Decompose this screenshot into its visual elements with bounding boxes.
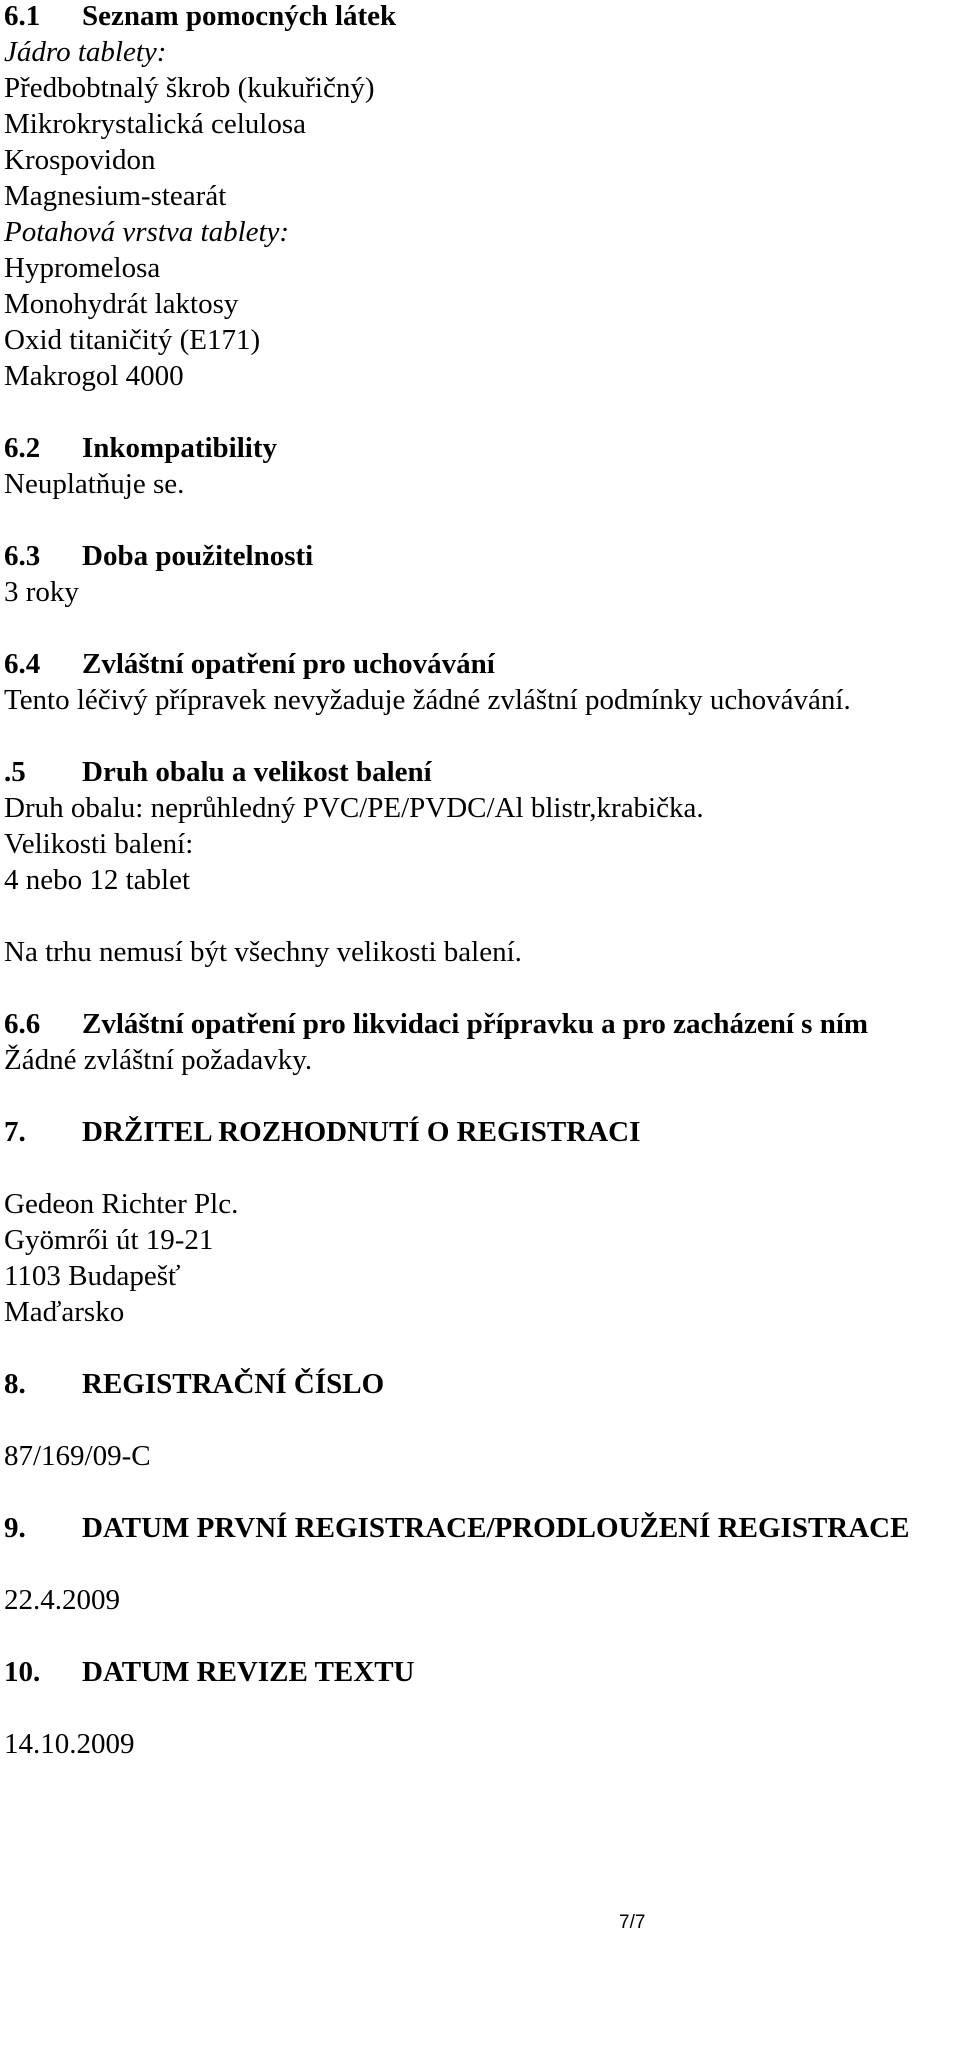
- section-6-6-heading: 6.6 Zvláštní opatření pro likvidaci přípravku a pro zacházení s ním: [4, 1008, 869, 1040]
- section-6-2-text: Neuplatňuje se.: [4, 468, 185, 500]
- section-6-2-heading: 6.2 Inkompatibility: [4, 432, 277, 464]
- holder-line: Gedeon Richter Plc.: [4, 1188, 239, 1220]
- section-6-3-heading: 6.3 Doba použitelnosti: [4, 540, 314, 572]
- section-6-5-line: 4 nebo 12 tablet: [4, 864, 191, 896]
- holder-line: Maďarsko: [4, 1296, 125, 1328]
- holder-line: Gyömrői út 19-21: [4, 1224, 214, 1256]
- section-6-4-heading: 6.4 Zvláštní opatření pro uchovávání: [4, 648, 495, 680]
- first-registration-date: 22.4.2009: [4, 1584, 120, 1616]
- section-9-heading: 9. DATUM PRVNÍ REGISTRACE/PRODLOUŽENÍ REGISTRACE: [4, 1512, 910, 1544]
- coating-label: Potahová vrstva tablety:: [4, 216, 290, 248]
- holder-line: 1103 Budapešť: [4, 1260, 181, 1292]
- core-label: Jádro tablety:: [4, 36, 167, 68]
- section-6-5-line: Velikosti balení:: [4, 828, 194, 860]
- coating-item: Monohydrát laktosy: [4, 288, 239, 320]
- revision-date: 14.10.2009: [4, 1728, 135, 1760]
- page-number: 7/7: [619, 1912, 646, 1933]
- section-6-4-text: Tento léčivý přípravek nevyžaduje žádné zvláštní podmínky uchovávání.: [4, 684, 851, 716]
- section-6-5-note: Na trhu nemusí být všechny velikosti balení.: [4, 936, 522, 968]
- coating-item: Makrogol 4000: [4, 360, 184, 392]
- section-6-6-text: Žádné zvláštní požadavky.: [4, 1044, 313, 1076]
- section-6-5-heading: .5 Druh obalu a velikost balení: [4, 756, 432, 788]
- section-6-1-heading: 6.1 Seznam pomocných látek: [4, 0, 397, 32]
- section-6-5-line: Druh obalu: neprůhledný PVC/PE/PVDC/Al blistr,krabička.: [4, 792, 704, 824]
- core-item: Předbobtnalý škrob (kukuřičný): [4, 72, 375, 104]
- core-item: Mikrokrystalická celulosa: [4, 108, 306, 140]
- coating-item: Oxid titaničitý (E171): [4, 324, 261, 356]
- registration-number: 87/169/09-C: [4, 1440, 151, 1472]
- section-10-heading: 10. DATUM REVIZE TEXTU: [4, 1656, 415, 1688]
- section-8-heading: 8. REGISTRAČNÍ ČÍSLO: [4, 1368, 385, 1400]
- coating-item: Hypromelosa: [4, 252, 161, 284]
- core-item: Krospovidon: [4, 144, 156, 176]
- section-7-heading: 7. DRŽITEL ROZHODNUTÍ O REGISTRACI: [4, 1116, 641, 1148]
- section-6-3-text: 3 roky: [4, 576, 79, 608]
- core-item: Magnesium-stearát: [4, 180, 227, 212]
